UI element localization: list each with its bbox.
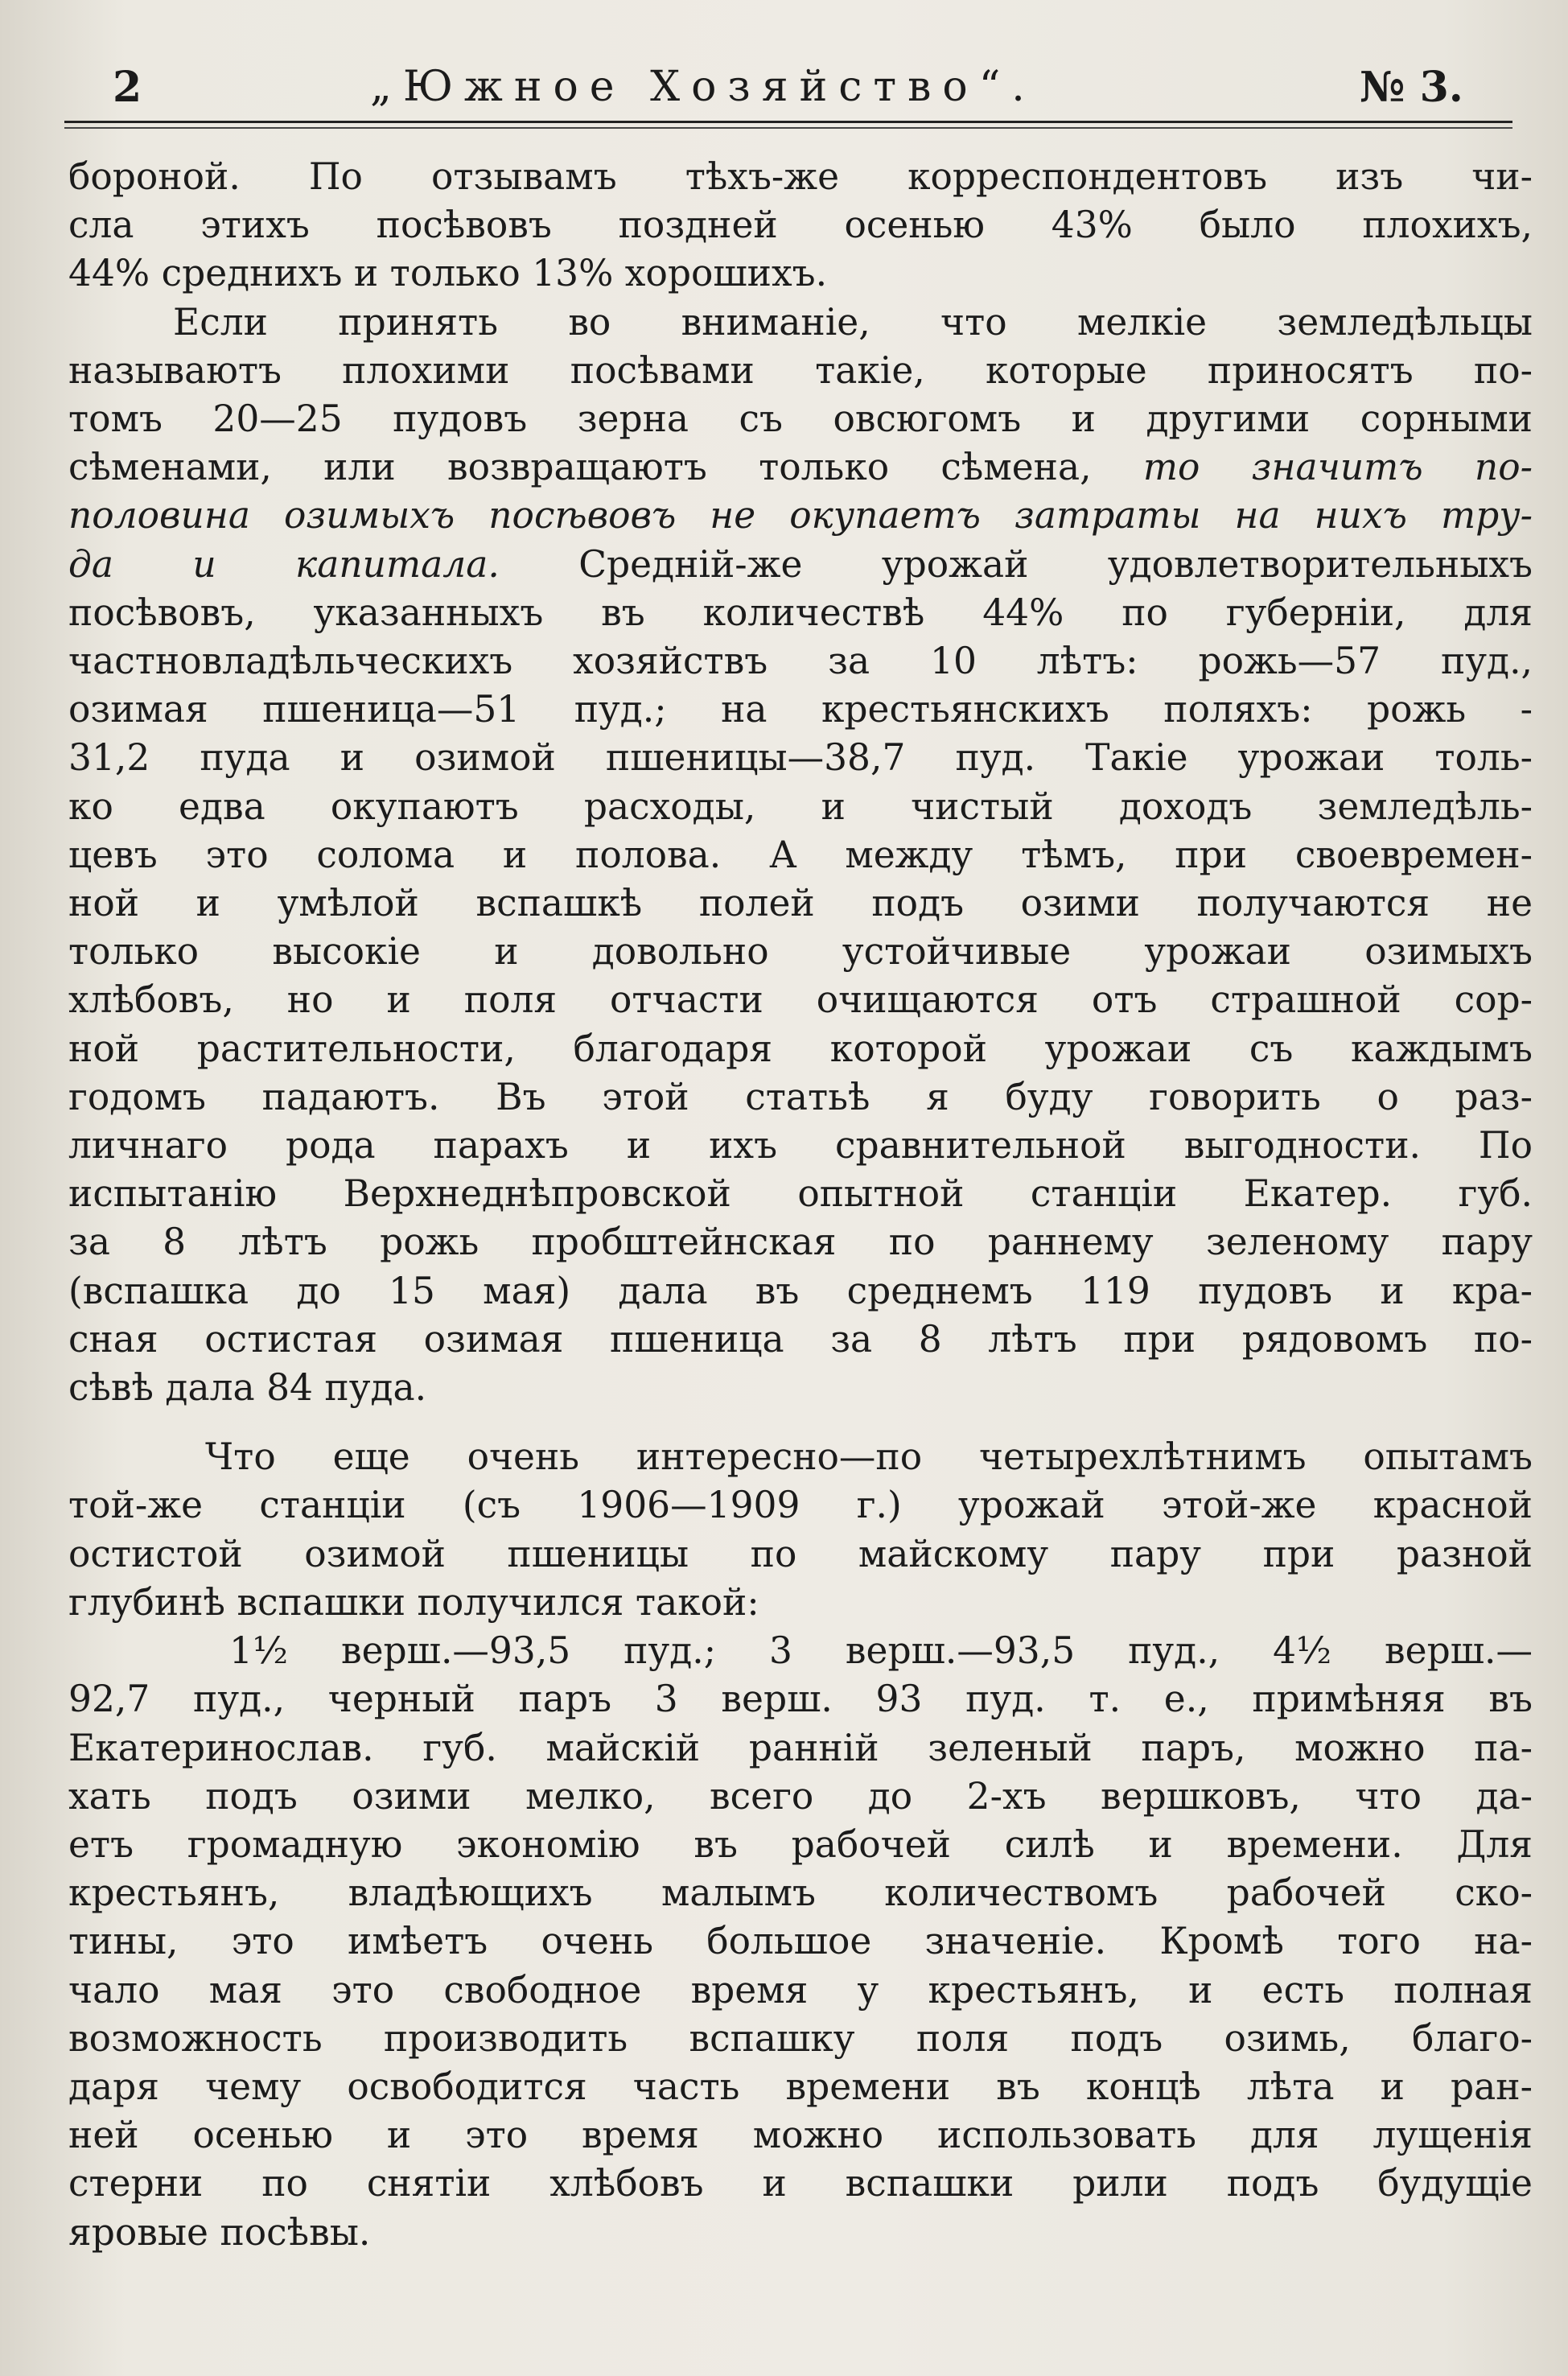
text-line: глубинѣ вспашки получился такой: xyxy=(68,1580,759,1624)
italic-line xyxy=(68,492,1533,540)
text-line: посѣвовъ, указанныхъ въ количествѣ 44% по губерніи, для xyxy=(68,591,1533,634)
italic-segment: да и капитала. xyxy=(68,542,500,586)
text-line: бороной. По отзывамъ тѣхъ-же корреспондентовъ изъ чи- xyxy=(68,155,1533,198)
text-line: етъ громадную экономію въ рабочей силѣ и времени. Для xyxy=(68,1822,1533,1866)
text-line: остистой озимой пшеницы по майскому пару при разной xyxy=(68,1532,1533,1575)
paragraph-2 xyxy=(68,299,1533,1413)
text-line-mixed xyxy=(68,443,1533,492)
issue-number: № 3. xyxy=(1360,63,1463,112)
text-line: личнаго рода парахъ и ихъ сравнительной выгодности. По xyxy=(68,1124,1533,1167)
text-line: Что еще очень интересно—по четырехлѣтнимъ опытамъ xyxy=(205,1435,1533,1479)
header-rule xyxy=(64,121,1512,123)
journal-title: „Южное Хозяйство“. xyxy=(370,63,1036,111)
text-line: ней осенью и это время можно использовать для лущенія xyxy=(68,2114,1533,2157)
text-line: сная остистая озимая пшеница за 8 лѣтъ при рядовомъ по- xyxy=(68,1317,1533,1361)
text-segment: Средній-же урожай удовлетворительныхъ xyxy=(578,542,1533,586)
page-number: 2 xyxy=(113,63,142,112)
text-line: ко едва окупаютъ расходы, и чистый доходъ земледѣль- xyxy=(68,784,1533,828)
text-line: возможность производить вспашку поля подъ озимь, благо- xyxy=(68,2016,1533,2060)
text-line: тины, это имѣетъ очень большое значеніе. Кромѣ того на- xyxy=(68,1920,1533,1963)
text-line: чало мая это свободное время у крестьянъ, и есть полная xyxy=(68,1968,1533,2012)
text-line: Екатеринослав. губ. майскій ранній зеленый паръ, можно па- xyxy=(68,1726,1533,1769)
paragraph-4 xyxy=(68,1627,1533,2257)
text-line: называютъ плохими посѣвами такіе, которые приносятъ по- xyxy=(68,348,1533,392)
text-line: цевъ это солома и полова. А между тѣмъ, при своевремен- xyxy=(68,833,1533,876)
text-line: ной растительности, благодаря которой урожаи съ каждымъ xyxy=(68,1027,1533,1070)
text-line: 31,2 пуда и озимой пшеницы—38,7 пуд. Такіе урожаи толь- xyxy=(68,736,1533,780)
text-line: хлѣбовъ, но и поля отчасти очищаются отъ страшной сор- xyxy=(68,978,1533,1022)
italic-segment: то значитъ по- xyxy=(1142,446,1533,489)
paragraph-gap xyxy=(68,1412,1533,1433)
text-line: (вспашка до 15 мая) дала въ среднемъ 119 пудовъ и кра- xyxy=(68,1269,1533,1312)
text-line: хать подъ озими мелко, всего до 2-хъ вершковъ, что да- xyxy=(68,1774,1533,1818)
text-line: крестьянъ, владѣющихъ малымъ количествомъ рабочей ско- xyxy=(68,1872,1533,1915)
text-line: за 8 лѣтъ рожь пробштейнская по раннему зеленому пару xyxy=(68,1221,1533,1264)
text-line: испытанію Верхнеднѣпровской опытной станціи Екатер. губ. xyxy=(68,1172,1533,1216)
paragraph-1 xyxy=(68,153,1533,299)
page-header xyxy=(64,56,1512,129)
text-line: даря чему освободится часть времени въ концѣ лѣта и ран- xyxy=(68,2065,1533,2108)
text-line: озимая пшеница—51 пуд.; на крестьянскихъ поляхъ: рожь - xyxy=(68,688,1533,731)
header-rule-secondary xyxy=(64,127,1512,129)
text-line: сѣвѣ дала 84 пуда. xyxy=(68,1366,427,1410)
article-body xyxy=(68,153,1533,2257)
text-segment: сѣменами, или возвращаютъ только сѣмена, xyxy=(68,446,1092,489)
text-line: частновладѣльческихъ хозяйствъ за 10 лѣтъ: рожь—57 пуд., xyxy=(68,640,1533,683)
text-line: только высокіе и довольно устойчивые урожаи озимыхъ xyxy=(68,930,1533,974)
paragraph-3 xyxy=(68,1433,1533,1627)
text-line: Если принять во вниманіе, что мелкіе земледѣльцы xyxy=(173,300,1533,344)
text-line: 1½ верш.—93,5 пуд.; 3 верш.—93,5 пуд., 4½ верш.— xyxy=(229,1629,1533,1673)
text-line: томъ 20—25 пудовъ зерна съ овсюгомъ и другими сорными xyxy=(68,397,1533,441)
text-line: стерни по снятіи хлѣбовъ и вспашки рили подъ будущіе xyxy=(68,2162,1533,2205)
text-line: сла этихъ посѣвовъ поздней осенью 43% было плохихъ, xyxy=(68,204,1533,247)
text-line: ной и умѣлой вспашкѣ полей подъ озими получаются не xyxy=(68,882,1533,925)
italic-segment: половина озимыхъ посѣвовъ не окупаетъ затраты на нихъ тру- xyxy=(68,494,1533,537)
text-line-mixed xyxy=(68,541,1533,589)
text-line: 44% среднихъ и только 13% хорошихъ. xyxy=(68,252,828,295)
text-line: 92,7 пуд., черный паръ 3 верш. 93 пуд. т. е., примѣняя въ xyxy=(68,1678,1533,1721)
text-line: яровые посѣвы. xyxy=(68,2210,371,2254)
text-line: той-же станціи (съ 1906—1909 г.) урожай этой-же красной xyxy=(68,1484,1533,1527)
text-line: годомъ падаютъ. Въ этой статьѣ я буду говорить о раз- xyxy=(68,1075,1533,1118)
